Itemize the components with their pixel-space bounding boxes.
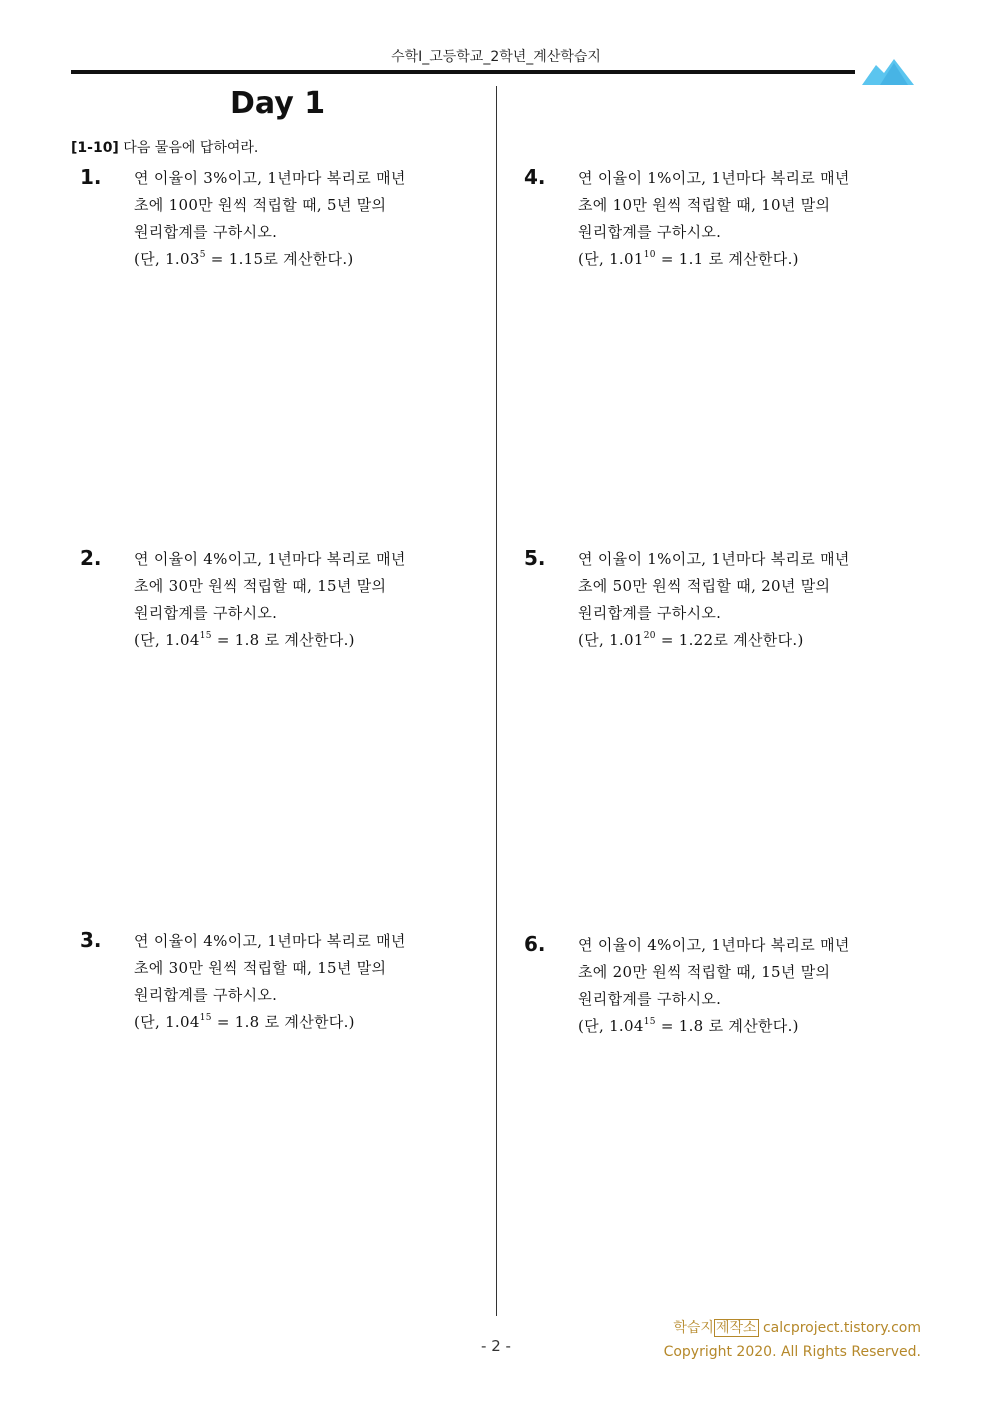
instruction [71, 137, 258, 157]
problem-line: 원리합계를 구하시오. [578, 990, 722, 1008]
problem-text [134, 928, 444, 1036]
problem-line: 연 이율이 3%이고, 1년마다 복리로 매년 [134, 169, 406, 187]
problem-line: 연 이율이 4%이고, 1년마다 복리로 매년 [134, 932, 406, 950]
problem-text [578, 546, 888, 654]
problem-line: 연 이율이 1%이고, 1년마다 복리로 매년 [578, 550, 850, 568]
problem-condition: (단, $1.01^{20} = 1.22$로 계산한다.) [578, 631, 804, 649]
problem-condition: (단, $1.04^{15} = 1.8$ 로 계산한다.) [134, 631, 355, 649]
footer [664, 1316, 921, 1364]
day-title: Day 1 [230, 86, 326, 121]
footer-brand [664, 1316, 921, 1340]
footer-site-link[interactable]: calcproject.tistory.com [758, 1320, 921, 1336]
problem-line: 초에 50만 원씩 적립할 때, 20년 말의 [578, 577, 831, 595]
problem-number: 6. [524, 932, 546, 956]
problem-line: 원리합계를 구하시오. [578, 604, 722, 622]
problem-line: 연 이율이 4%이고, 1년마다 복리로 매년 [578, 936, 850, 954]
instruction-range: [1-10] [71, 140, 119, 156]
problem-line: 원리합계를 구하시오. [134, 604, 278, 622]
problem-condition: (단, $1.04^{15} = 1.8$ 로 계산한다.) [134, 1013, 355, 1031]
problem-line: 초에 10만 원씩 적립할 때, 10년 말의 [578, 196, 831, 214]
problem-number: 1. [80, 165, 102, 189]
problem-text [578, 165, 888, 273]
problem-line: 원리합계를 구하시오. [134, 223, 278, 241]
brand-boxed: 제작소 [715, 1320, 757, 1336]
problem-line: 초에 20만 원씩 적립할 때, 15년 말의 [578, 963, 831, 981]
problem-condition: (단, $1.04^{15} = 1.8$ 로 계산한다.) [578, 1017, 799, 1035]
problem-line: 연 이율이 4%이고, 1년마다 복리로 매년 [134, 550, 406, 568]
problem-line: 연 이율이 1%이고, 1년마다 복리로 매년 [578, 169, 850, 187]
problem-condition: (단, $1.01^{10} = 1.1$ 로 계산한다.) [578, 250, 799, 268]
problem-condition: (단, $1.03^5 = 1.15$로 계산한다.) [134, 250, 354, 268]
problem-line: 초에 30만 원씩 적립할 때, 15년 말의 [134, 577, 387, 595]
instruction-text: 다음 물음에 답하여라. [123, 140, 259, 156]
problem-text [578, 932, 888, 1040]
problem-number: 4. [524, 165, 546, 189]
mountain-icon [862, 57, 914, 87]
footer-copyright: Copyright 2020. All Rights Reserved. [663, 1344, 921, 1360]
problem-line: 초에 30만 원씩 적립할 때, 15년 말의 [134, 959, 387, 977]
problem-line: 원리합계를 구하시오. [578, 223, 722, 241]
problem-number: 3. [80, 928, 102, 952]
problem-line: 초에 100만 원씩 적립할 때, 5년 말의 [134, 196, 387, 214]
column-divider [496, 86, 497, 1316]
brand-prefix: 학습지 [673, 1320, 714, 1336]
page-number: - 2 - [481, 1337, 511, 1355]
problem-text [134, 165, 444, 273]
page-header-title: 수학I_고등학교_2학년_계산학습지 [391, 49, 601, 65]
problem-number: 2. [80, 546, 102, 570]
problem-line: 원리합계를 구하시오. [134, 986, 278, 1004]
header-divider [71, 70, 855, 74]
problem-number: 5. [524, 546, 546, 570]
problem-text [134, 546, 444, 654]
